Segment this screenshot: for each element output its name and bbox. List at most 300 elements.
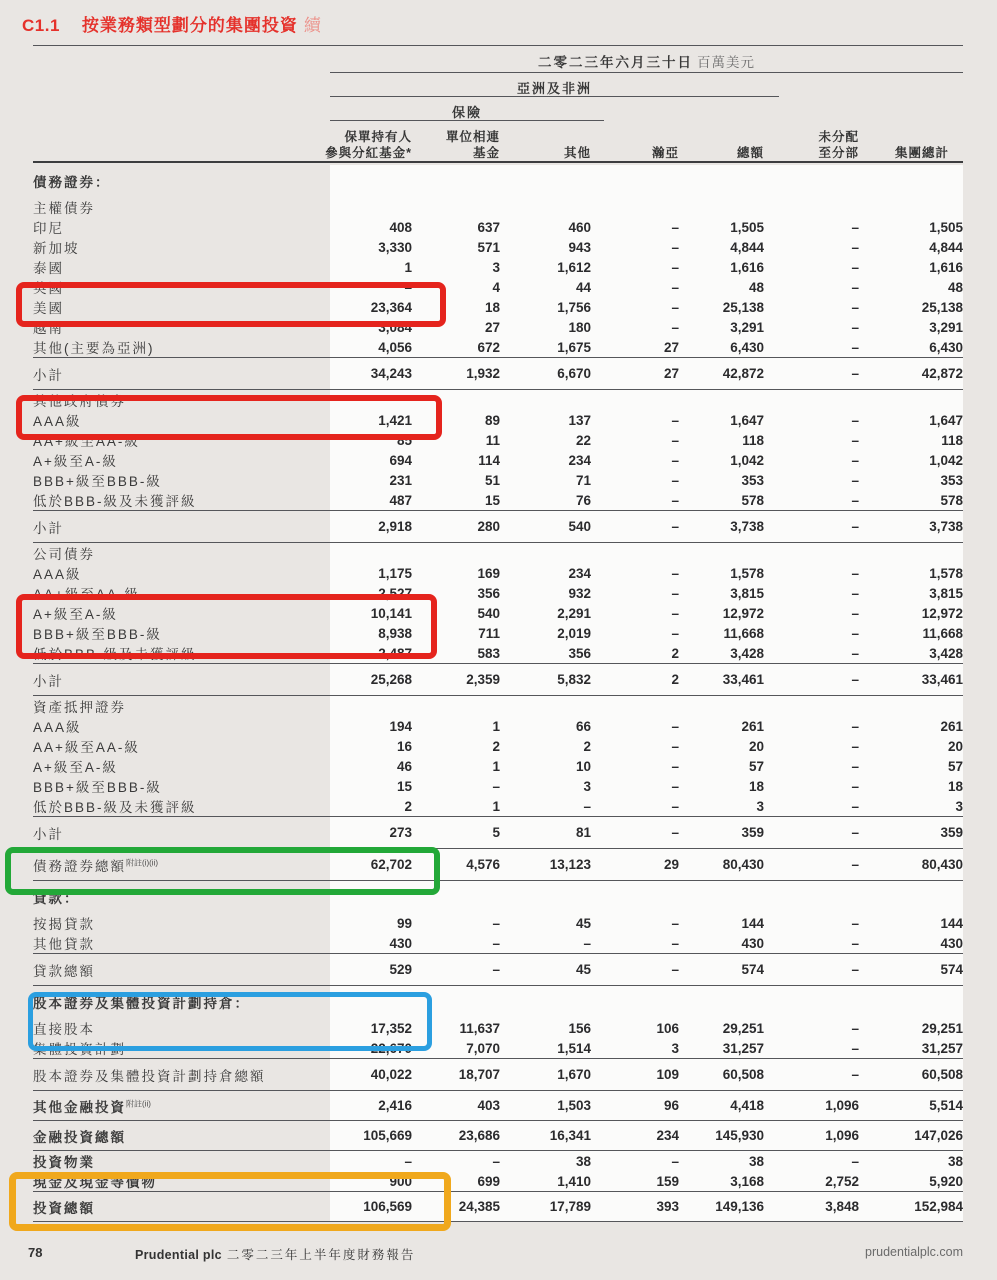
value-cell: 3,291 [679, 317, 764, 337]
value-cell: 66 [500, 716, 591, 736]
table-row [33, 197, 963, 217]
value-cell: 430 [679, 933, 764, 954]
row-label: 投資總額 [33, 1192, 330, 1222]
table-row [33, 1038, 963, 1059]
value-cell [500, 881, 591, 914]
value-cell: – [591, 603, 679, 623]
value-cell: – [500, 933, 591, 954]
value-cell: – [591, 583, 679, 603]
value-cell: – [764, 1018, 859, 1038]
value-cell: 152,984 [859, 1192, 963, 1222]
value-cell: 7,070 [412, 1038, 500, 1059]
value-cell [591, 390, 679, 411]
value-cell: 3 [679, 796, 764, 817]
header-rule [330, 72, 963, 73]
page-title [22, 11, 322, 36]
value-cell: – [764, 317, 859, 337]
value-cell [591, 986, 679, 1019]
value-cell: – [591, 317, 679, 337]
value-cell: 578 [679, 490, 764, 511]
row-label: AA+級至AA-級 [33, 587, 140, 602]
row-label: 債務證券： [33, 175, 111, 190]
value-cell: 18 [679, 776, 764, 796]
value-cell: 5 [412, 817, 500, 849]
row-label: 小計 [33, 817, 330, 849]
value-cell: 114 [412, 450, 500, 470]
value-cell [591, 197, 679, 217]
table-row [33, 796, 963, 817]
value-cell: 99 [330, 913, 412, 933]
value-cell: 261 [859, 716, 963, 736]
value-cell [591, 696, 679, 717]
value-cell [330, 543, 412, 564]
row-label: 美國 [33, 301, 64, 316]
section-code: C1.1 [22, 16, 60, 35]
value-cell: – [591, 277, 679, 297]
value-cell: – [764, 217, 859, 237]
row-label: AA+級至AA-級 [33, 740, 140, 755]
value-cell: 1,647 [679, 410, 764, 430]
value-cell: 280 [412, 511, 500, 543]
value-cell: – [764, 563, 859, 583]
value-cell: 1,410 [500, 1171, 591, 1192]
value-cell [764, 543, 859, 564]
value-cell: 8,938 [330, 623, 412, 643]
column-header-other: 其他 [563, 146, 591, 160]
value-cell: 106 [591, 1018, 679, 1038]
value-cell [679, 543, 764, 564]
value-cell: – [764, 450, 859, 470]
row-label: BBB+級至BBB-級 [33, 474, 162, 489]
value-cell: 34,243 [330, 358, 412, 390]
value-cell [679, 881, 764, 914]
value-cell: 45 [500, 954, 591, 986]
value-cell: 1 [412, 796, 500, 817]
row-label: 債務證券總額$^{附註(i)(ii)}$ [33, 849, 330, 881]
value-cell: 1,505 [859, 217, 963, 237]
table-row [33, 277, 963, 297]
value-cell: 2 [591, 643, 679, 664]
value-cell: 10,141 [330, 603, 412, 623]
value-cell [500, 696, 591, 717]
value-cell [412, 543, 500, 564]
value-cell: – [764, 1059, 859, 1091]
value-cell: 156 [500, 1018, 591, 1038]
value-cell: – [591, 913, 679, 933]
value-cell: 3,738 [859, 511, 963, 543]
unit-label: 百萬美元 [697, 55, 755, 70]
value-cell: 540 [412, 603, 500, 623]
table-row [33, 390, 963, 411]
value-cell: 430 [859, 933, 963, 954]
value-cell: 6,430 [859, 337, 963, 358]
value-cell: 149,136 [679, 1192, 764, 1222]
value-cell: – [764, 756, 859, 776]
value-cell: 356 [500, 643, 591, 664]
brand-name: Prudential plc [135, 1248, 222, 1262]
value-cell [859, 390, 963, 411]
value-cell: 137 [500, 410, 591, 430]
value-cell: 2 [591, 664, 679, 696]
value-cell: 159 [591, 1171, 679, 1192]
value-cell: 38 [500, 1151, 591, 1172]
region-spanner-header: 亞洲及非洲 [516, 81, 592, 96]
row-label: 主權債券 [33, 201, 95, 216]
value-cell: – [764, 933, 859, 954]
value-cell [330, 881, 412, 914]
table-row [33, 986, 963, 1019]
value-cell: 15 [412, 490, 500, 511]
row-label: 投資物業 [33, 1155, 95, 1170]
row-label: A+級至A-級 [33, 760, 118, 775]
value-cell: 1,514 [500, 1038, 591, 1059]
value-cell: 540 [500, 511, 591, 543]
value-cell: 2 [330, 796, 412, 817]
insurance-spanner-header: 保險 [451, 105, 482, 120]
value-cell [412, 165, 500, 197]
value-cell: 3,168 [679, 1171, 764, 1192]
value-cell: 51 [412, 470, 500, 490]
value-cell: 430 [330, 933, 412, 954]
value-cell: 6,670 [500, 358, 591, 390]
row-label: 越南 [33, 321, 64, 336]
row-label: 其他金融投資$^{附註(ii)}$ [33, 1091, 330, 1121]
value-cell: 3,815 [859, 583, 963, 603]
row-label: 金融投資總額 [33, 1121, 330, 1151]
column-header-eastspring: 瀚亞 [651, 146, 679, 160]
row-label: 資產抵押證券 [33, 700, 126, 715]
column-header-group-total: 集團總計 [894, 146, 949, 160]
table-row [33, 696, 963, 717]
value-cell: – [412, 933, 500, 954]
value-cell: 3,428 [679, 643, 764, 664]
value-cell: – [591, 257, 679, 277]
row-label: AAA級 [33, 720, 82, 735]
footer-website-link[interactable]: prudentialplc.com [865, 1245, 963, 1259]
value-cell [330, 696, 412, 717]
value-cell: 574 [859, 954, 963, 986]
table-row [33, 954, 963, 986]
value-cell: 699 [412, 1171, 500, 1192]
value-cell: – [591, 716, 679, 736]
value-cell [500, 543, 591, 564]
value-cell: 18 [859, 776, 963, 796]
value-cell: 2,416 [330, 1091, 412, 1121]
value-cell: 583 [412, 643, 500, 664]
value-cell: – [591, 470, 679, 490]
table-row [33, 490, 963, 511]
value-cell: – [764, 913, 859, 933]
value-cell: – [591, 1151, 679, 1172]
value-cell: 11,668 [859, 623, 963, 643]
value-cell: 20 [679, 736, 764, 756]
value-cell: 29 [591, 849, 679, 881]
value-cell: 194 [330, 716, 412, 736]
table-row [33, 664, 963, 696]
header-bottom-rule [33, 161, 963, 163]
value-cell [412, 986, 500, 1019]
value-cell: 1,612 [500, 257, 591, 277]
value-cell: 694 [330, 450, 412, 470]
value-cell: 96 [591, 1091, 679, 1121]
value-cell: 16,341 [500, 1121, 591, 1151]
table-row [33, 337, 963, 358]
value-cell: 23,364 [330, 297, 412, 317]
value-cell: – [591, 450, 679, 470]
value-cell: 1,616 [679, 257, 764, 277]
value-cell: 574 [679, 954, 764, 986]
report-name: 二零二三年上半年度財務報告 [226, 1248, 416, 1262]
value-cell [591, 881, 679, 914]
value-cell: 3 [591, 1038, 679, 1059]
value-cell: – [764, 490, 859, 511]
value-cell: 1,578 [679, 563, 764, 583]
value-cell: 261 [679, 716, 764, 736]
value-cell: 25,268 [330, 664, 412, 696]
value-cell: 60,508 [679, 1059, 764, 1091]
table-row [33, 881, 963, 914]
value-cell: 44 [500, 277, 591, 297]
value-cell: 1,675 [500, 337, 591, 358]
value-cell: – [330, 1151, 412, 1172]
table-row [33, 623, 963, 643]
table-row [33, 543, 963, 564]
value-cell: – [764, 297, 859, 317]
section-title-continued: 續 [303, 16, 322, 35]
value-cell: – [764, 664, 859, 696]
row-label: 印尼 [33, 221, 64, 236]
value-cell: 3,428 [859, 643, 963, 664]
value-cell: – [591, 817, 679, 849]
value-cell: 29,251 [859, 1018, 963, 1038]
value-cell: 48 [679, 277, 764, 297]
value-cell: 932 [500, 583, 591, 603]
value-cell: 2 [412, 736, 500, 756]
value-cell: – [764, 796, 859, 817]
value-cell: 1,096 [764, 1121, 859, 1151]
value-cell [859, 543, 963, 564]
row-label: A+級至A-級 [33, 607, 118, 622]
value-cell: 2,918 [330, 511, 412, 543]
value-cell [330, 986, 412, 1019]
value-cell: – [591, 736, 679, 756]
value-cell: 4,418 [679, 1091, 764, 1121]
row-label: 低於BBB-級及未獲評級 [33, 800, 197, 815]
value-cell: 106,569 [330, 1192, 412, 1222]
table-row [33, 736, 963, 756]
value-cell: 60,508 [859, 1059, 963, 1091]
value-cell: 3,084 [330, 317, 412, 337]
value-cell: 76 [500, 490, 591, 511]
value-cell: 80,430 [679, 849, 764, 881]
section-title-text: 按業務類型劃分的集團投資 [81, 16, 298, 35]
value-cell: – [591, 563, 679, 583]
value-cell: – [764, 470, 859, 490]
value-cell: 4,576 [412, 849, 500, 881]
value-cell: 637 [412, 217, 500, 237]
value-cell: 144 [679, 913, 764, 933]
value-cell: 1 [330, 257, 412, 277]
value-cell: 27 [412, 317, 500, 337]
row-label: 貸款總額 [33, 954, 330, 986]
value-cell: 5,514 [859, 1091, 963, 1121]
value-cell: 57 [679, 756, 764, 776]
table-row [33, 450, 963, 470]
row-label: 貸款： [33, 891, 80, 906]
value-cell: 48 [859, 277, 963, 297]
value-cell: – [764, 716, 859, 736]
value-cell: – [412, 954, 500, 986]
table-row [33, 1192, 963, 1222]
value-cell: 1 [412, 716, 500, 736]
value-cell: 11,668 [679, 623, 764, 643]
value-cell [859, 696, 963, 717]
value-cell [764, 390, 859, 411]
value-cell: 144 [859, 913, 963, 933]
value-cell: 24,385 [412, 1192, 500, 1222]
table-row [33, 358, 963, 390]
value-cell: – [591, 430, 679, 450]
table-row [33, 817, 963, 849]
value-cell: 71 [500, 470, 591, 490]
value-cell: 460 [500, 217, 591, 237]
value-cell [330, 197, 412, 217]
row-label: 股本證券及集體投資計劃持倉總額 [33, 1059, 330, 1091]
row-label: 按揭貸款 [33, 917, 95, 932]
value-cell: 487 [330, 490, 412, 511]
value-cell: 234 [500, 563, 591, 583]
value-cell: 33,461 [859, 664, 963, 696]
value-cell: 3,738 [679, 511, 764, 543]
value-cell: 80,430 [859, 849, 963, 881]
value-cell [330, 390, 412, 411]
value-cell [679, 696, 764, 717]
row-label: BBB+級至BBB-級 [33, 780, 162, 795]
date-label: 二零二三年六月三十日 [538, 55, 693, 70]
investments-table [33, 165, 963, 1222]
value-cell [764, 986, 859, 1019]
value-cell: – [764, 736, 859, 756]
row-label: 低於BBB-級及未獲評級 [33, 494, 197, 509]
value-cell: 1,616 [859, 257, 963, 277]
column-header-unit-linked: 單位相連 基金 [445, 130, 500, 160]
value-cell: – [764, 511, 859, 543]
value-cell: 6,430 [679, 337, 764, 358]
value-cell: 85 [330, 430, 412, 450]
table-row [33, 563, 963, 583]
value-cell: – [764, 410, 859, 430]
value-cell: 16 [330, 736, 412, 756]
value-cell [500, 197, 591, 217]
table-row [33, 165, 963, 197]
value-cell: 1,042 [859, 450, 963, 470]
value-cell: 1,647 [859, 410, 963, 430]
column-header-with-profits: 保單持有人 參與分紅基金* [325, 130, 412, 160]
value-cell: 42,872 [859, 358, 963, 390]
value-cell [679, 165, 764, 197]
row-label: 公司債券 [33, 547, 95, 562]
value-cell: – [764, 337, 859, 358]
table-row [33, 1151, 963, 1172]
row-label: 低於BBB-級及未獲評級 [33, 647, 197, 662]
row-label: 集體投資計劃 [33, 1042, 126, 1057]
row-label: 直接股本 [33, 1022, 95, 1037]
value-cell: 672 [412, 337, 500, 358]
value-cell [330, 165, 412, 197]
row-label: AAA級 [33, 414, 82, 429]
value-cell: 38 [679, 1151, 764, 1172]
value-cell: – [764, 1038, 859, 1059]
value-cell: – [591, 410, 679, 430]
value-cell: – [412, 776, 500, 796]
value-cell [764, 881, 859, 914]
value-cell: – [764, 776, 859, 796]
value-cell [859, 165, 963, 197]
value-cell: – [764, 849, 859, 881]
table-row [33, 776, 963, 796]
value-cell: 711 [412, 623, 500, 643]
value-cell: 900 [330, 1171, 412, 1192]
value-cell: 393 [591, 1192, 679, 1222]
value-cell: 234 [500, 450, 591, 470]
value-cell: 40,022 [330, 1059, 412, 1091]
value-cell: – [764, 430, 859, 450]
value-cell: – [764, 817, 859, 849]
value-cell: 1,578 [859, 563, 963, 583]
value-cell: – [764, 257, 859, 277]
value-cell: 27 [591, 337, 679, 358]
table-row [33, 933, 963, 954]
value-cell: – [764, 237, 859, 257]
value-cell: 529 [330, 954, 412, 986]
row-label: 小計 [33, 511, 330, 543]
table-row [33, 217, 963, 237]
value-cell: 29,251 [679, 1018, 764, 1038]
value-cell: 1,175 [330, 563, 412, 583]
row-label: 小計 [33, 358, 330, 390]
value-cell: 1,932 [412, 358, 500, 390]
value-cell [764, 197, 859, 217]
value-cell: – [764, 277, 859, 297]
value-cell: 273 [330, 817, 412, 849]
value-cell: 45 [500, 913, 591, 933]
value-cell: 403 [412, 1091, 500, 1121]
value-cell: 1,042 [679, 450, 764, 470]
page-number: 78 [28, 1245, 43, 1260]
value-cell: 42,872 [679, 358, 764, 390]
value-cell: – [591, 217, 679, 237]
value-cell: 13,123 [500, 849, 591, 881]
value-cell: 17,352 [330, 1018, 412, 1038]
value-cell: – [591, 297, 679, 317]
value-cell: – [764, 643, 859, 664]
table-row [33, 470, 963, 490]
value-cell: 25,138 [679, 297, 764, 317]
value-cell [500, 390, 591, 411]
value-cell: 12,972 [679, 603, 764, 623]
value-cell: 109 [591, 1059, 679, 1091]
value-cell: 353 [679, 470, 764, 490]
value-cell: 105,669 [330, 1121, 412, 1151]
table-row [33, 643, 963, 664]
value-cell: 359 [859, 817, 963, 849]
value-cell: – [591, 511, 679, 543]
value-cell: 571 [412, 237, 500, 257]
value-cell: 5,832 [500, 664, 591, 696]
row-label: 其他政府債券 [33, 394, 126, 409]
table-row [33, 257, 963, 277]
value-cell: 81 [500, 817, 591, 849]
